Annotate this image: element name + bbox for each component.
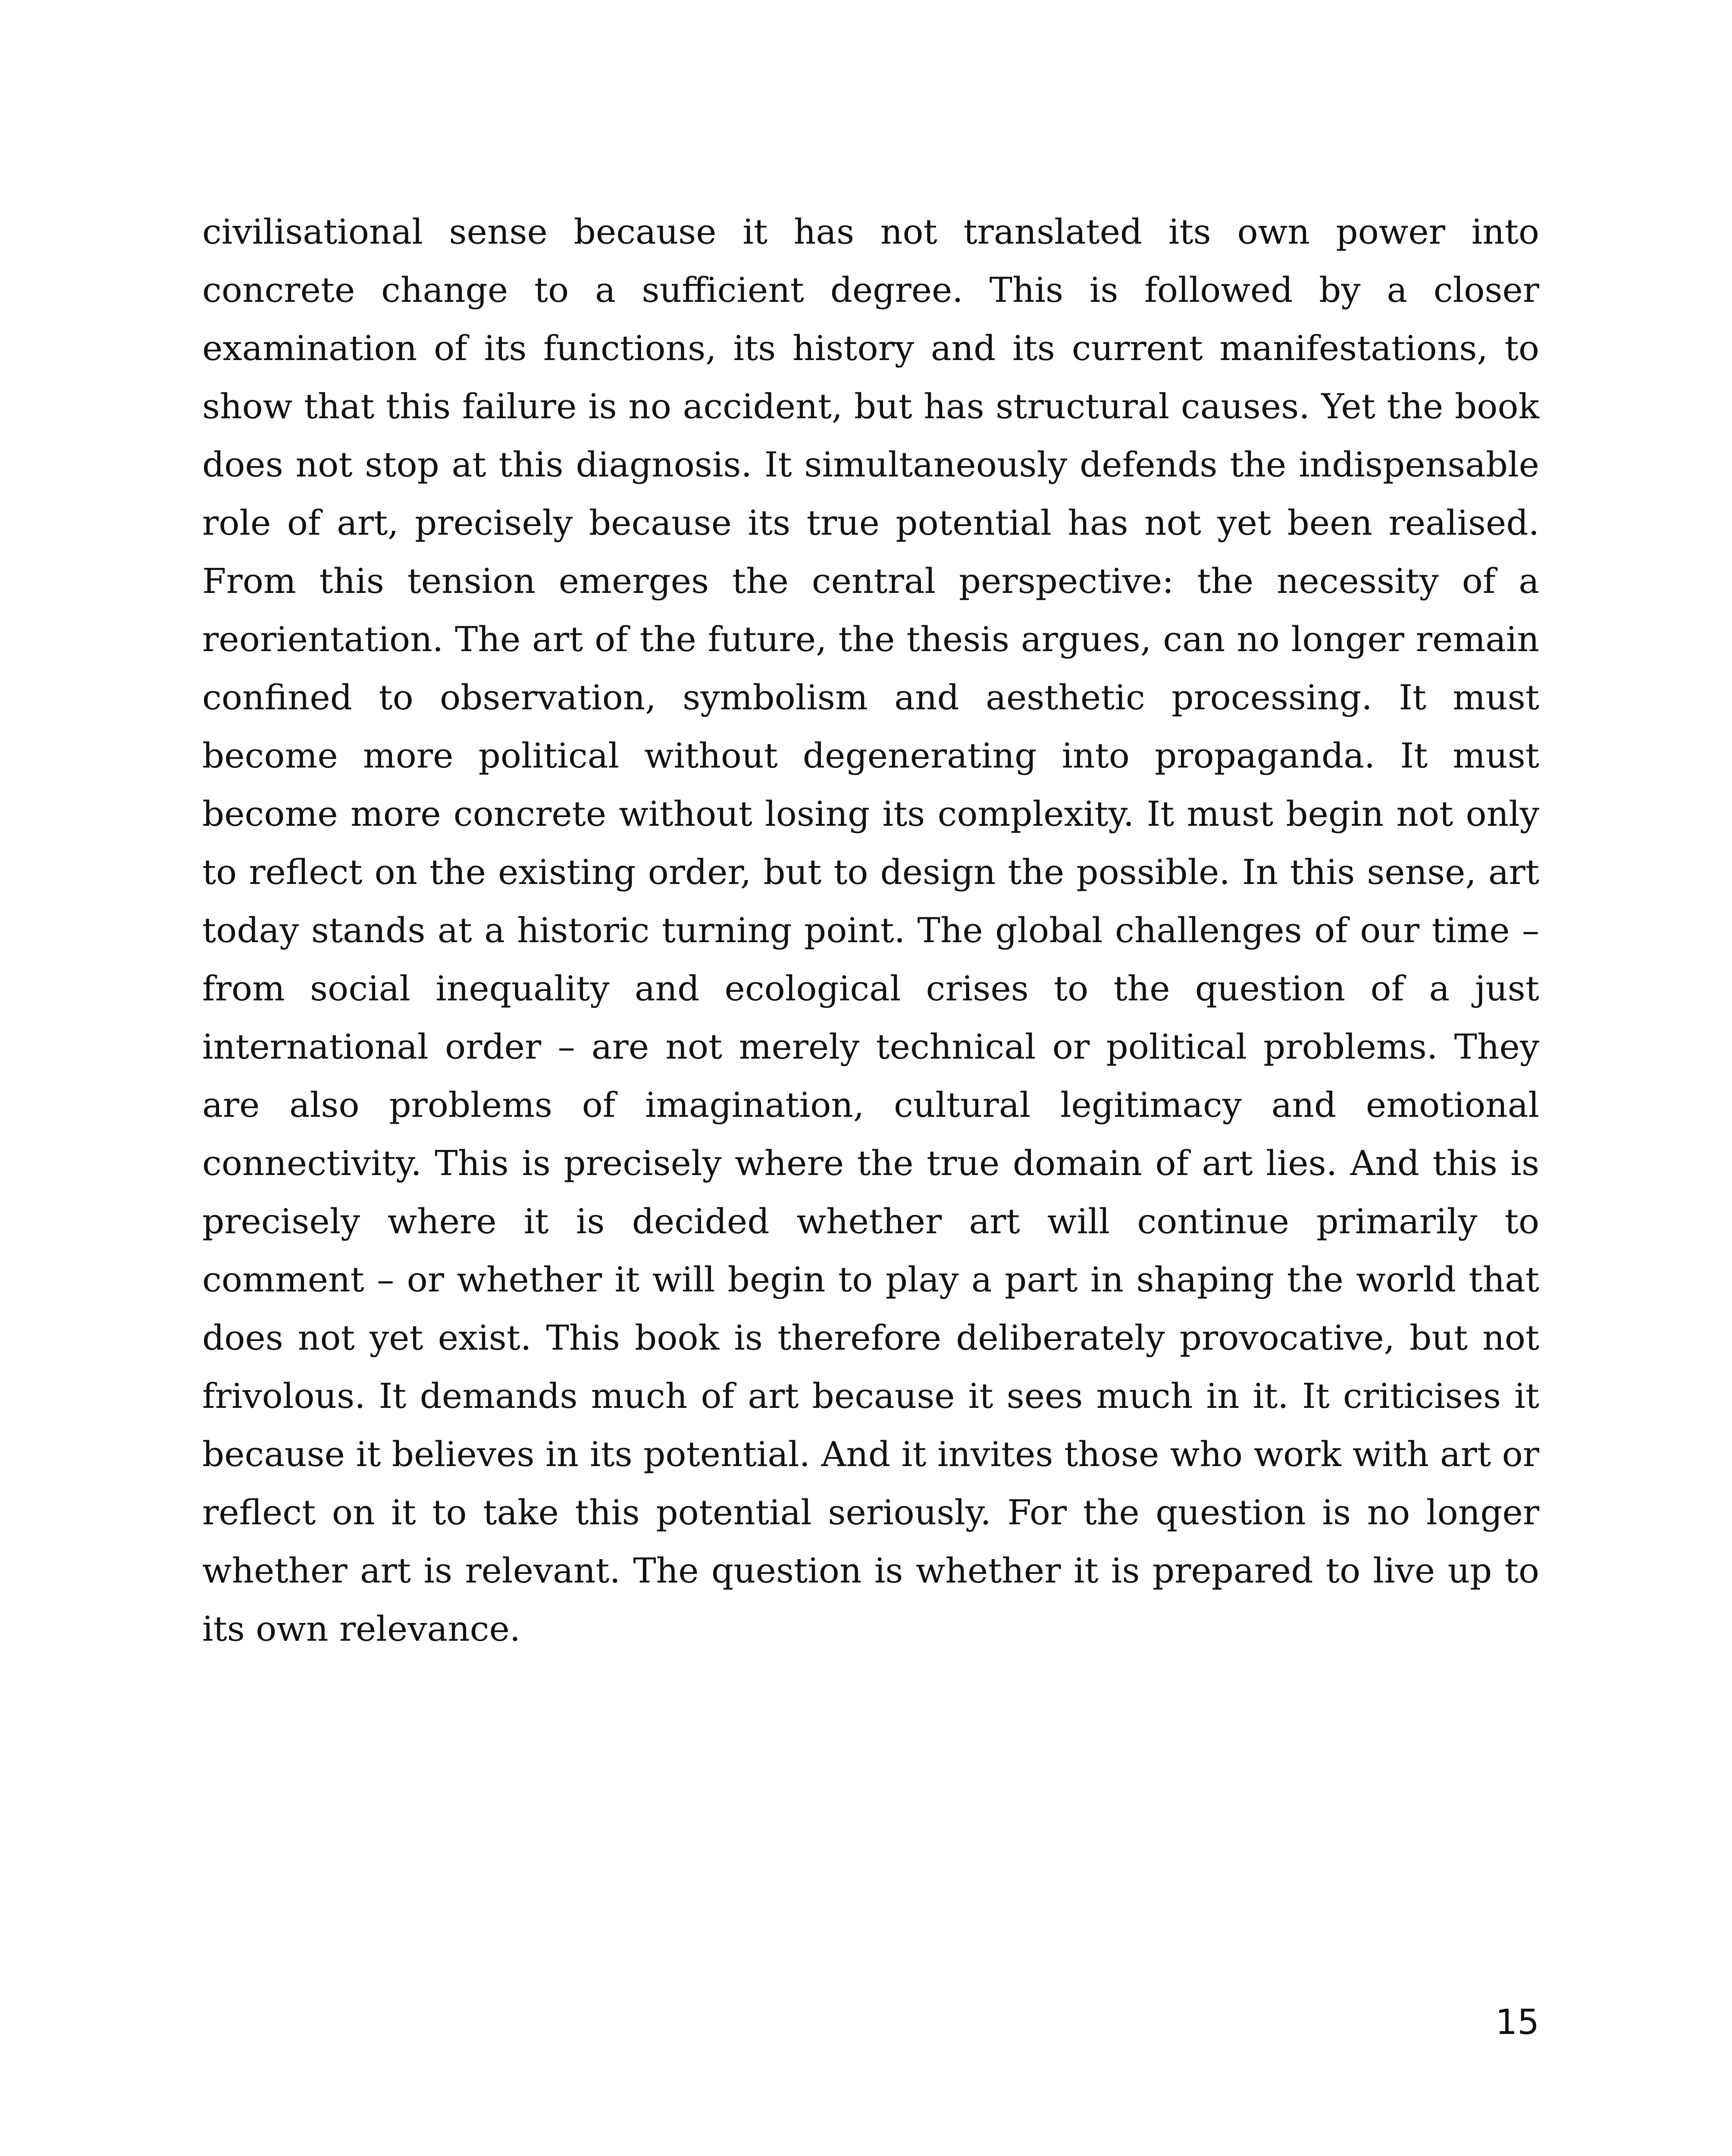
page-number: 15 [1495, 2002, 1539, 2042]
body-paragraph: civilisational sense because it has not translated its own power into concrete change to a sufficient degree. This is followed by a closer examination of its functions, its history and its current manifestations, to show that this failure is no accident, but has structural causes. Yet the book does not stop at this diagnosis. It simultaneously defends the indispensable role of art, precisely because its true potential has not yet been realised. From this tension emerges the central perspective: the necessity of a reorientation. The art of the future, the thesis argues, can no longer remain confined to observation, symbolism and aesthetic processing. It must become more political without degenerating into propaganda. It must become more concrete without losing its complexity. It must begin not only to reflect on the existing order, but to design the possible. In this sense, art today stands at a historic turning point. The global challenges of our time – from social inequality and ecological crises to the question of a just international order – are not merely technical or political problems. They are also problems of imagination, cultural legitimacy and emotional connectivity. This is precisely where the true domain of art lies. And this is precisely where it is decided whether art will continue primarily to comment – or whether it will begin to play a part in shaping the world that does not yet exist. This book is therefore deliberately provocative, but not frivolous. It demands much of art because it sees much in it. It criticises it because it believes in its potential. And it invites those who work with art or reflect on it to take this potential seriously. For the question is no longer whether art is relevant. The question is whether it is prepared to live up to its own relevance. [202, 212, 1539, 1649]
